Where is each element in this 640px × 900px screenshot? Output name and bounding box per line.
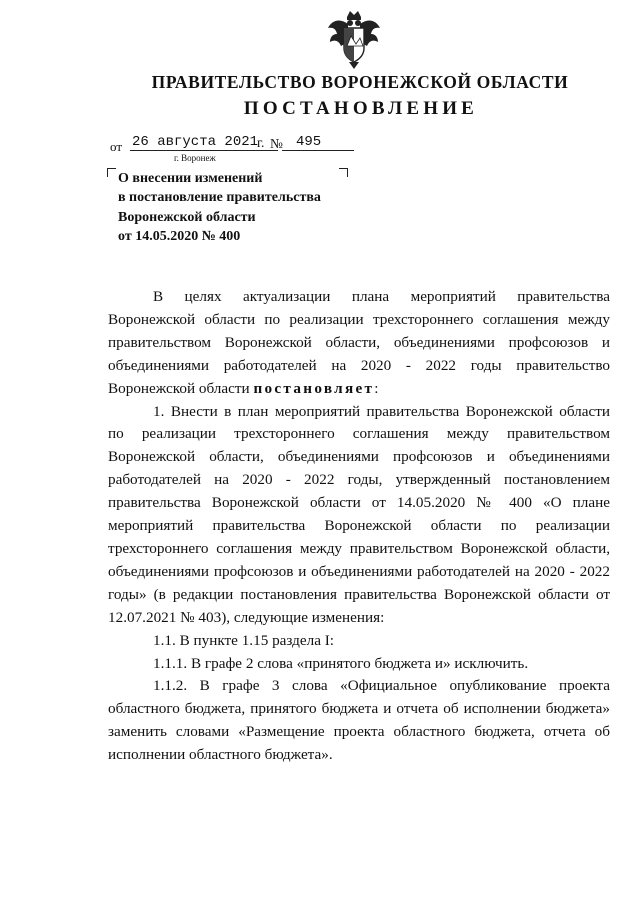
clause-1-1-2: 1.1.2. В графе 3 слова «Официальное опубликование проекта областного бюджета, принятого бюджета и отчета об исполнении бюджета» заменить словами «Размещение проекта областного бюджета, отчета об исполнении областного бюджета». [108,677,610,764]
preamble-text: В целях актуализации плана мероприятий правительства Воронежской области по реализации трехстороннего соглашения между правительством Воронежской области, объединениями профсоюзов и объединениями работодателей на 2020 - 2022 годы правительство Воронежской области [108,288,610,397]
date-prefix: от [110,139,123,154]
year-suffix: г. [257,135,265,150]
corner-mark-left [107,168,116,177]
organization-title: ПРАВИТЕЛЬСТВО ВОРОНЕЖСКОЙ ОБЛАСТИ [151,72,569,92]
document-number: 495 [296,134,322,150]
preamble-paragraph [108,286,610,401]
subject-line: в постановление правительства [118,190,321,206]
date-underline [130,150,278,151]
clause-1-1-1: 1.1.1. В графе 2 слова «принятого бюджета и» исключить. [153,654,529,672]
subject-line: Воронежской области [118,209,256,225]
number-prefix: № [270,136,283,151]
document-type: ПОСТАНОВЛЕНИЕ [243,98,479,119]
corner-mark-right [339,168,348,177]
document-body [108,286,610,767]
document-subject [118,169,321,246]
clause-1-1: 1.1. В пункте 1.15 раздела I: [153,631,335,649]
decree-word: постановляет [253,379,375,397]
date-number-line [110,134,370,156]
city: г. Воронеж [174,153,216,163]
subject-line: от 14.05.2020 № 400 [118,228,241,244]
coat-of-arms-icon [326,8,382,70]
number-underline [282,150,354,151]
subject-line: О внесении изменений [118,171,263,186]
decree-colon: : [374,379,379,397]
document-date: 26 августа 2021 [132,134,259,150]
clause-1: 1. Внести в план мероприятий правительства Воронежской области по реализации трехстороннего соглашения между правительством Воронежской области, объединениями профсоюзов и объединениями работодателей на 2020 - 2022 годы, утвержденный постановлением правительства Воронежской области от 14.05.2020 № 400 «О плане мероприятий правительства Воронежской области по реализации трехстороннего соглашения между правительством Воронежской области, объединениями профсоюзов и объединениями работодателей на 2020 - 2022 годы» (в редакции постановления правительства Воронежской области от 12.07.2021 № 403), следующие изменения: [108,402,610,626]
